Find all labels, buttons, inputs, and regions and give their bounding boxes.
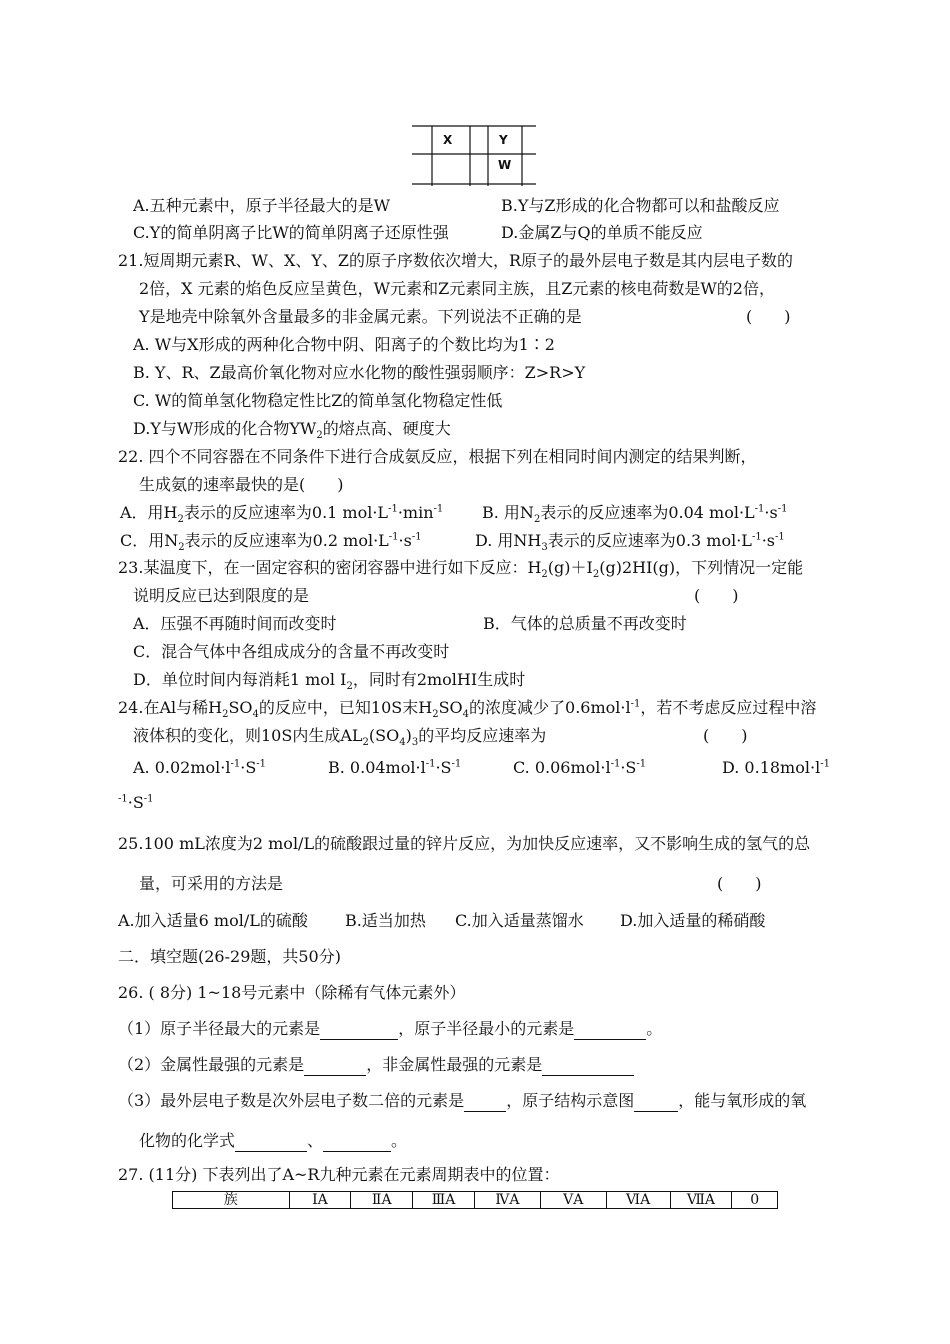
q25-stem-line1: 25.100 mL浓度为2 mol/L的硫酸跟过量的锌片反应，为加快反应速率，又不影响生成的氢气的总 [118, 834, 811, 853]
q25-option-a: A.加入适量6 mol/L的硫酸 [118, 911, 308, 930]
q24-option-d-wrap: $^{-1}\cdot S^{-1}$ [118, 793, 154, 812]
q25-option-c: C.加入适量蒸馏水 [455, 911, 584, 930]
q26-part2: （2）金属性最强的元素是 ，非金属性最强的元素是 [118, 1054, 634, 1076]
header-cell: 0 [732, 1192, 778, 1209]
answer-blank[interactable] [323, 1135, 391, 1152]
q25-option-d: D.加入适量的稀硝酸 [620, 911, 766, 930]
table-row [173, 1192, 778, 1209]
header-cell: ⅢA [413, 1192, 475, 1209]
q23-stem-line1: 23.某温度下，在一固定容积的密闭容器中进行如下反应：$H_2(g)+I_2(g)2HI(g)$，下列情况一定能 [118, 558, 804, 581]
q21-stem-line1: 21.短周期元素R、W、X、Y、Z的原子序数依次增大，R原子的最外层电子数是其内层电子数的 [118, 251, 794, 270]
q25-answer-paren: ( ) [717, 874, 762, 893]
q22-option-a: A．用$H_2$表示的反应速率为0.1 $mol\cdot L^{-1}\cdot\min^{-1}$ [120, 503, 444, 526]
q24-answer-paren: ( ) [703, 726, 748, 745]
q24-stem-line2: 液体积的变化，则10S内生成$AL_2(SO_4)_3$的平均反应速率为 [133, 726, 547, 749]
q24-option-c: C. $0.06mol\cdot l^{-1}\cdot S^{-1}$ [513, 758, 647, 777]
q23-option-d: D．单位时间内每消耗1 mol $I_2$，同时有2molHI生成时 [133, 670, 526, 693]
q23-option-c: C．混合气体中各组成成分的含量不再改变时 [133, 642, 450, 661]
q26-part1: （1）原子半径最大的元素是 ，原子半径最小的元素是 。 [118, 1019, 663, 1038]
section-heading: 二．填空题(26-29题，共50分) [118, 947, 341, 966]
q21-stem-line2: 2倍，X 元素的焰色反应呈黄色，W元素和Z元素同主族，且Z元素的核电荷数是W的2倍， [139, 279, 775, 298]
q26-stem: 26. ( 8分) 1~18号元素中（除稀有气体元素外） [118, 983, 466, 1002]
answer-blank[interactable] [235, 1135, 307, 1152]
q24-option-b: B. $0.04mol\cdot l^{-1}\cdot S^{-1}$ [328, 758, 462, 777]
q20-option-d: D.金属Z与Q的单质不能反应 [501, 223, 703, 242]
cell-x: X [443, 133, 453, 147]
q23-stem-line2: 说明反应已达到限度的是 [133, 586, 310, 605]
q25-stem-line2: 量，可采用的方法是 [139, 874, 284, 893]
header-cell: ⅥA [606, 1192, 670, 1209]
q22-option-b: B. 用$N_2$表示的反应速率为0.04 $mol\cdot L^{-1}\cdot s^{-1}$ [482, 503, 788, 526]
q21-option-a: A. W与X形成的两种化合物中阴、阳离子的个数比均为1∶2 [133, 335, 555, 354]
element-group-table [172, 1191, 778, 1209]
answer-blank[interactable] [304, 1059, 366, 1076]
header-cell: ⅤA [540, 1192, 606, 1209]
q22-option-d: D. 用$NH_3$表示的反应速率为0.3 $mol\cdot L^{-1}\cdot s^{-1}$ [475, 531, 785, 554]
q23-option-a: A．压强不再随时间而改变时 [133, 614, 337, 633]
q27-stem: 27. (11分) 下表列出了A~R九种元素在元素周期表中的位置： [118, 1165, 560, 1184]
q22-stem-line2: 生成氨的速率最快的是( ) [139, 475, 344, 494]
answer-blank[interactable] [542, 1059, 634, 1076]
header-cell: ⅡA [351, 1192, 413, 1209]
q21-answer-paren: ( ) [746, 307, 791, 326]
q24-option-d: D. $0.18mol\cdot l^{-1}$ [722, 758, 830, 777]
q24-option-a: A. $0.02mol\cdot l^{-1}\cdot S^{-1}$ [133, 758, 267, 777]
q20-option-b: B.Y与Z形成的化合物都可以和盐酸反应 [501, 196, 780, 215]
periodic-table-fragment [412, 124, 536, 186]
header-cell: ⅣA [474, 1192, 540, 1209]
q23-answer-paren: ( ) [694, 586, 739, 605]
answer-blank[interactable] [464, 1095, 506, 1112]
header-cell: ⅠA [289, 1192, 351, 1209]
q22-option-c: C．用$N_2$表示的反应速率为0.2 $mol\cdot L^{-1}\cdot s^{-1}$ [120, 531, 422, 554]
q26-part3: （3）最外层电子数是次外层电子数二倍的元素是 ，原子结构示意图 ，能与氧形成的氧 [118, 1091, 807, 1110]
table-grid [412, 124, 536, 186]
answer-blank[interactable] [574, 1023, 646, 1040]
cell-w: W [498, 158, 512, 172]
q21-option-c: C. W的简单氢化物稳定性比Z的简单氢化物稳定性低 [133, 391, 503, 410]
answer-blank[interactable] [320, 1023, 398, 1040]
q23-option-b: B．气体的总质量不再改变时 [483, 614, 687, 633]
answer-blank[interactable] [634, 1095, 678, 1112]
header-cell: ⅦA [670, 1192, 732, 1209]
header-cell: 族 [173, 1192, 290, 1209]
cell-y: Y [499, 133, 508, 147]
q20-option-a: A.五种元素中，原子半径最大的是W [133, 196, 391, 215]
q25-option-b: B.适当加热 [345, 911, 426, 930]
q26-part3-cont: 化物的化学式 、 。 [139, 1131, 408, 1150]
q20-option-c: C.Y的简单阴离子比W的简单阴离子还原性强 [133, 223, 449, 242]
q24-stem-line1: 24.在Al与稀$H_2SO_4$的反应中，已知10S末$H_2SO_4$的浓度减少了$0.6mol\cdot l^{-1}$，若不考虑反应过程中溶 [118, 698, 817, 721]
q21-option-b: B. Y、R、Z最高价氧化物对应水化物的酸性强弱顺序：Z>R>Y [133, 363, 586, 382]
q21-stem-line3: Y是地壳中除氧外含量最多的非金属元素。下列说法不正确的是 [139, 307, 582, 326]
q22-stem-line1: 22. 四个不同容器在不同条件下进行合成氨反应，根据下列在相同时间内测定的结果判断， [118, 447, 757, 466]
q21-option-d: D.Y与W形成的化合物$YW_2$的熔点高、硬度大 [133, 419, 451, 442]
